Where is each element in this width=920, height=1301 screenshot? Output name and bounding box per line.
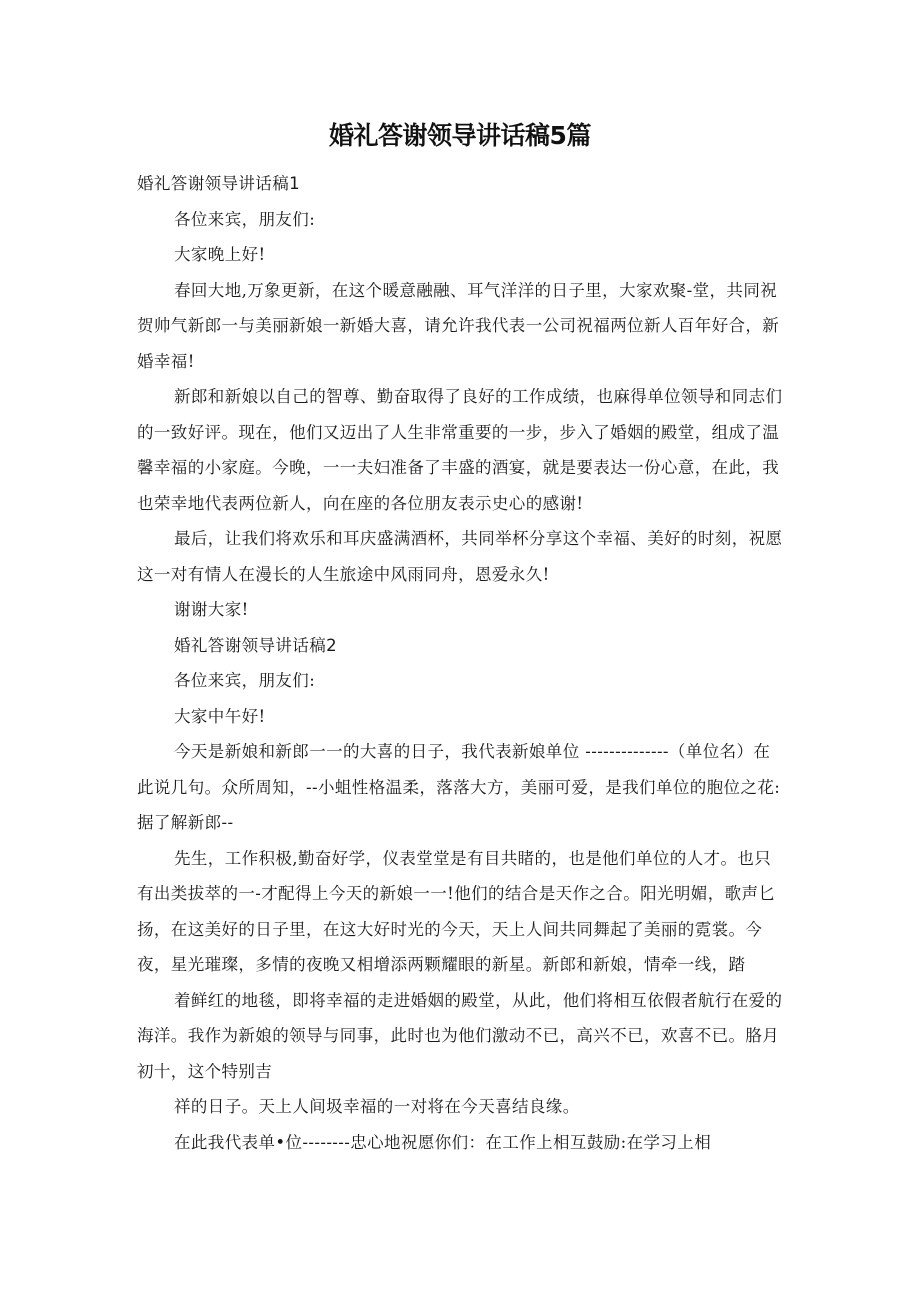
greeting: 大家晚上好! <box>174 245 266 264</box>
paragraph: 新郎和新娘以自己的智尊、勤奋取得了良好的工作成绩，也麻得单位领导和同志们的一致好评。现在，他们又迈出了人生非常重要的一步，步入了婚姻的殿堂，组成了温馨幸福的小家庭。今晚，一一夫妇准备了丰盛的酒宴，就是要表达一份心意，在此，我也荣幸地代表两位新人，向在座的各位朋友表示史心的感谢! <box>137 387 783 513</box>
paragraph: 今天是新娘和新郎一一的大喜的日子，我代表新娘单位 --------------（单位名）在此说几句。众所周知，--小蛆性格温柔，落落大方，美丽可爱，是我们单位的胞位之花:据了解新郎-- <box>137 742 781 832</box>
greeting: 大家中午好! <box>174 706 266 726</box>
document-body <box>137 166 787 1160</box>
paragraph: 先生，工作积极,勤奋好学，仪表堂堂是有目共睹的，也是他们单位的人才。也只有出类拔萃的一-才配得上今天的新娘一一!他们的结合是天作之合。阳光明媚，歌声匕扬，在这美好的日子里，在这大好时光的今天，天上人间共同舞起了美丽的霓裳。今夜，星光璀璨，多情的夜晚又相增添两颗耀眼的新星。新郎和新娘，情牵一线，踏 <box>137 848 776 974</box>
section-heading-1: 婚礼答谢领导讲话稿1 <box>137 174 300 193</box>
paragraph: 最后，让我们将欢乐和耳庆盛满酒杯，共同举杯分享这个幸福、美好的时刻，祝愿这一对有情人在漫长的人生旅途中风雨同舟，恩爱永久! <box>137 529 783 584</box>
paragraph: 春回大地,万象更新，在这个暖意融融、耳气洋洋的日子里，大家欢聚-堂，共同祝贺帅气新郎一与美丽新娘一新婚大喜，请允许我代表一公司祝福两位新人百年好合，新婚幸福! <box>137 280 780 371</box>
salutation: 各位来宾，朋友们: <box>174 671 316 690</box>
paragraph: 在此我代表单•位--------忠心地祝愿你们：在工作上相互鼓励:在学习上相 <box>174 1132 712 1152</box>
document-title: 婚礼答谢领导讲话稿5篇 <box>329 121 591 150</box>
paragraph: 祥的日子。天上人间圾幸福的一对将在今天喜结良缘。 <box>174 1097 580 1116</box>
salutation: 各位来宾，朋友们: <box>174 209 316 229</box>
paragraph: 着鲜红的地毯，即将幸福的走进婚姻的殿堂，从此，他们将相互依假者航行在爱的海洋。我作为新娘的领导与同事，此时也为他们激动不已，高兴不已，欢喜不已。胳月初十，这个特别吉 <box>137 990 783 1081</box>
closing: 谢谢大家! <box>174 600 249 619</box>
section-heading-2: 婚礼答谢领导讲话稿2 <box>174 635 337 655</box>
